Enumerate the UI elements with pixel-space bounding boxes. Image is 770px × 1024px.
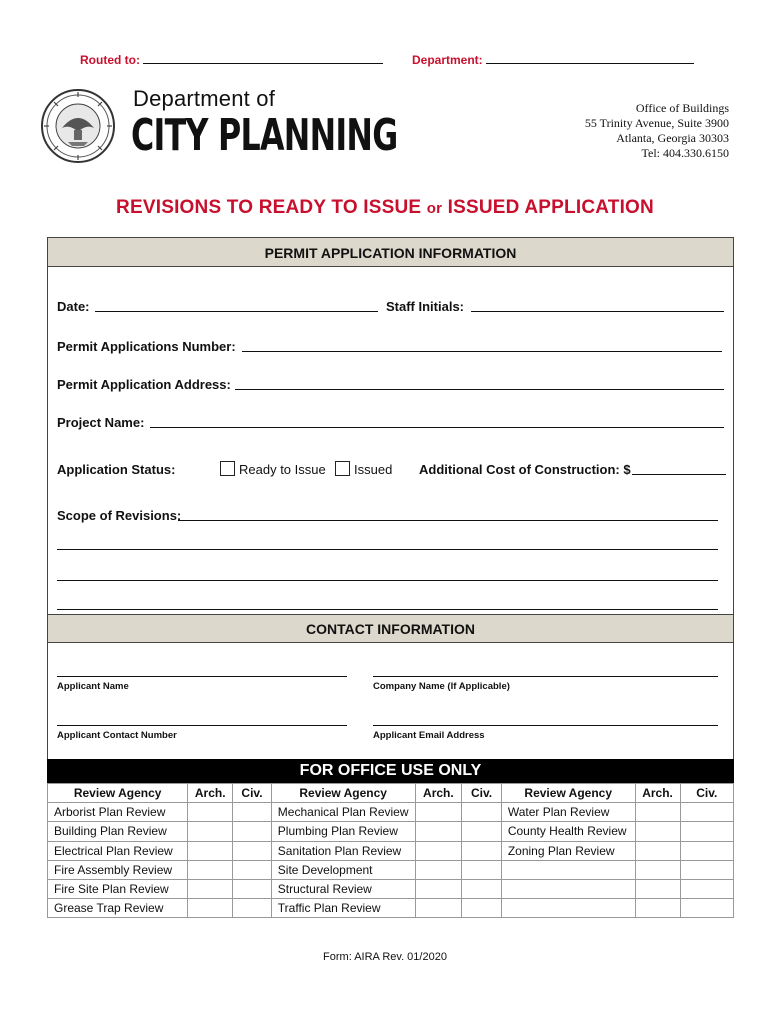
arch-cell[interactable] (415, 860, 462, 879)
civ-cell[interactable] (680, 860, 733, 879)
department-label: Department: (412, 53, 483, 67)
applicant-email-label: Applicant Email Address (373, 730, 485, 741)
review-agency-cell: Plumbing Plan Review (271, 822, 415, 841)
review-agency-cell: Traffic Plan Review (271, 899, 415, 918)
city-planning-logo-text: CITY PLANNING (131, 110, 398, 161)
issued-checkbox[interactable] (335, 461, 350, 476)
review-agency-cell: Site Development (271, 860, 415, 879)
scope-label: Scope of Revisions: (57, 508, 182, 523)
review-agency-cell: Grease Trap Review (48, 899, 188, 918)
review-agency-cell: County Health Review (501, 822, 635, 841)
col-civ: Civ. (462, 784, 502, 803)
applicant-name-label: Applicant Name (57, 681, 129, 692)
issued-option[interactable] (335, 461, 392, 477)
civ-cell[interactable] (233, 841, 272, 860)
ready-to-issue-label: Ready to Issue (239, 462, 326, 477)
civ-cell[interactable] (233, 899, 272, 918)
arch-cell[interactable] (415, 899, 462, 918)
scope-input-line[interactable] (178, 520, 718, 521)
table-row (48, 860, 734, 879)
arch-cell[interactable] (188, 899, 233, 918)
date-input[interactable] (95, 311, 378, 312)
ready-to-issue-option[interactable] (220, 461, 326, 477)
review-agency-cell: Fire Assembly Review (48, 860, 188, 879)
review-agency-cell: Zoning Plan Review (501, 841, 635, 860)
civ-cell[interactable] (462, 841, 502, 860)
company-name-label: Company Name (If Applicable) (373, 681, 510, 692)
office-line: Office of Buildings (635, 101, 729, 115)
permit-number-label: Permit Applications Number: (57, 339, 236, 354)
department-field[interactable] (412, 52, 694, 67)
scope-input-line[interactable] (57, 580, 718, 581)
arch-cell[interactable] (188, 822, 233, 841)
review-agency-cell: Electrical Plan Review (48, 841, 188, 860)
routed-to-label: Routed to: (80, 53, 140, 67)
applicant-name-input[interactable] (57, 676, 347, 677)
civ-cell[interactable] (680, 803, 733, 822)
application-status-label: Application Status: (57, 462, 176, 477)
project-name-label: Project Name: (57, 415, 145, 430)
contact-section-heading: CONTACT INFORMATION (48, 615, 733, 643)
col-civ: Civ. (233, 784, 272, 803)
permit-address-label: Permit Application Address: (57, 377, 231, 392)
civ-cell[interactable] (462, 899, 502, 918)
ready-to-issue-checkbox[interactable] (220, 461, 235, 476)
office-line: Atlanta, Georgia 30303 (616, 131, 729, 145)
arch-cell[interactable] (635, 860, 680, 879)
civ-cell[interactable] (680, 879, 733, 898)
department-of-text: Department of (133, 86, 276, 111)
review-table-header (48, 784, 734, 803)
arch-cell[interactable] (188, 879, 233, 898)
routed-to-input[interactable] (143, 52, 383, 64)
arch-cell[interactable] (415, 879, 462, 898)
civ-cell[interactable] (680, 899, 733, 918)
table-row (48, 822, 734, 841)
arch-cell[interactable] (188, 841, 233, 860)
applicant-contact-input[interactable] (57, 725, 347, 726)
staff-initials-label: Staff Initials: (386, 299, 465, 314)
arch-cell[interactable] (188, 803, 233, 822)
civ-cell[interactable] (462, 803, 502, 822)
review-agency-cell: Building Plan Review (48, 822, 188, 841)
office-use-heading: FOR OFFICE USE ONLY (47, 759, 734, 783)
civ-cell[interactable] (462, 822, 502, 841)
arch-cell[interactable] (188, 860, 233, 879)
table-row (48, 841, 734, 860)
office-line: 55 Trinity Avenue, Suite 3900 (584, 116, 729, 130)
review-agency-cell: Sanitation Plan Review (271, 841, 415, 860)
additional-cost-input[interactable] (632, 474, 726, 475)
review-agency-cell (501, 899, 635, 918)
arch-cell[interactable] (635, 803, 680, 822)
civ-cell[interactable] (462, 879, 502, 898)
review-agency-cell: Mechanical Plan Review (271, 803, 415, 822)
table-row (48, 879, 734, 898)
civ-cell[interactable] (462, 860, 502, 879)
arch-cell[interactable] (635, 841, 680, 860)
arch-cell[interactable] (415, 841, 462, 860)
office-address (585, 101, 729, 161)
permit-number-input[interactable] (242, 351, 722, 352)
arch-cell[interactable] (635, 822, 680, 841)
permit-section-heading: PERMIT APPLICATION INFORMATION (48, 238, 733, 267)
form-id-footer: Form: AIRA Rev. 01/2020 (323, 951, 447, 963)
applicant-email-input[interactable] (373, 725, 718, 726)
city-seal-logo (40, 88, 116, 164)
review-agency-cell: Water Plan Review (501, 803, 635, 822)
civ-cell[interactable] (233, 803, 272, 822)
review-agency-cell (501, 860, 635, 879)
col-review-agency: Review Agency (501, 784, 635, 803)
company-name-input[interactable] (373, 676, 718, 677)
office-line: Tel: 404.330.6150 (641, 146, 729, 160)
review-agency-cell (501, 879, 635, 898)
arch-cell[interactable] (635, 879, 680, 898)
col-civ: Civ. (680, 784, 733, 803)
arch-cell[interactable] (415, 803, 462, 822)
col-review-agency: Review Agency (48, 784, 188, 803)
permit-section (47, 237, 734, 621)
arch-cell[interactable] (635, 899, 680, 918)
review-agency-cell: Structural Review (271, 879, 415, 898)
col-arch: Arch. (635, 784, 680, 803)
col-arch: Arch. (415, 784, 462, 803)
civ-cell[interactable] (233, 860, 272, 879)
civ-cell[interactable] (233, 822, 272, 841)
applicant-contact-label: Applicant Contact Number (57, 730, 177, 741)
arch-cell[interactable] (415, 822, 462, 841)
form-title-part2: ISSUED APPLICATION (442, 197, 654, 218)
staff-initials-input[interactable] (471, 311, 724, 312)
civ-cell[interactable] (233, 879, 272, 898)
additional-cost-label: Additional Cost of Construction: $ (419, 462, 631, 477)
issued-label: Issued (354, 462, 393, 477)
form-title (0, 197, 770, 219)
review-agency-cell: Fire Site Plan Review (48, 879, 188, 898)
department-input[interactable] (486, 52, 694, 64)
permit-address-input[interactable] (235, 389, 724, 390)
review-table (47, 783, 734, 918)
date-label: Date: (57, 299, 90, 314)
civ-cell[interactable] (680, 841, 733, 860)
form-title-part1: REVISIONS TO READY TO ISSUE (116, 197, 427, 218)
table-row (48, 803, 734, 822)
form-title-or: or (426, 200, 443, 217)
scope-input-line[interactable] (57, 549, 718, 550)
scope-input-line[interactable] (57, 609, 718, 610)
routed-to-field[interactable] (80, 52, 383, 67)
col-review-agency: Review Agency (271, 784, 415, 803)
review-agency-cell: Arborist Plan Review (48, 803, 188, 822)
col-arch: Arch. (188, 784, 233, 803)
civ-cell[interactable] (680, 822, 733, 841)
table-row (48, 899, 734, 918)
project-name-input[interactable] (150, 427, 724, 428)
